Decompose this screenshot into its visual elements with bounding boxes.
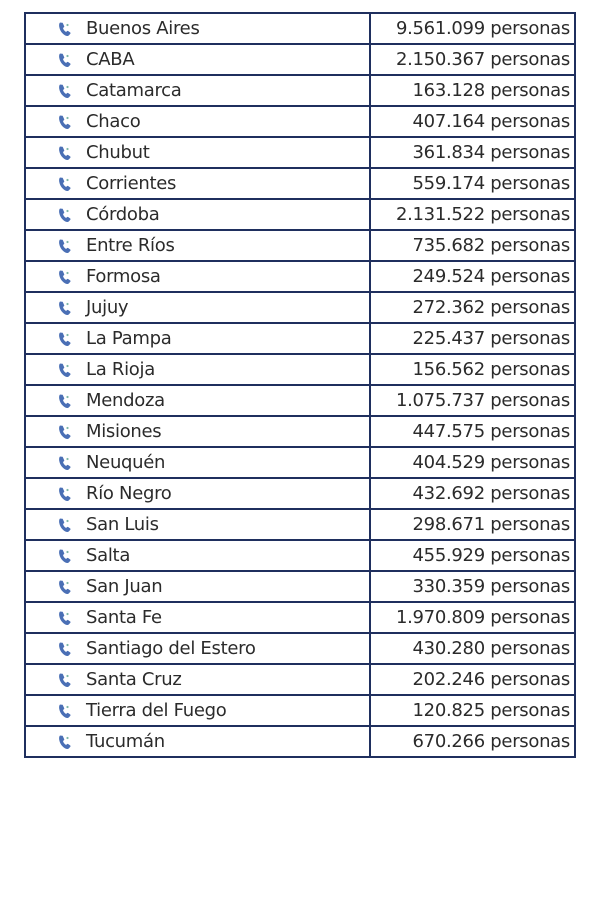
population-value: 404.529 personas [412,452,570,473]
population-cell [370,44,575,75]
population-cell [370,540,575,571]
table-row [25,230,575,261]
phone-icon [58,362,72,378]
province-name: La Rioja [86,359,155,380]
province-cell [25,354,370,385]
population-cell [370,416,575,447]
province-cell [25,13,370,44]
phone-icon [58,610,72,626]
population-cell [370,292,575,323]
population-cell [370,230,575,261]
population-value: 430.280 personas [412,638,570,659]
table-row [25,44,575,75]
phone-icon [58,21,72,37]
province-cell [25,137,370,168]
province-cell [25,44,370,75]
population-value: 432.692 personas [412,483,570,504]
population-cell [370,261,575,292]
population-cell [370,509,575,540]
province-name: Tucumán [86,731,165,752]
province-cell [25,571,370,602]
population-cell [370,633,575,664]
population-value: 2.150.367 personas [395,49,570,70]
table-row [25,478,575,509]
population-value: 163.128 personas [412,80,570,101]
population-value: 735.682 personas [412,235,570,256]
table-row [25,106,575,137]
population-value: 202.246 personas [412,669,570,690]
population-value: 455.929 personas [412,545,570,566]
province-name: San Luis [86,514,159,535]
table-row [25,509,575,540]
province-cell [25,695,370,726]
table-row [25,540,575,571]
population-value: 1.075.737 personas [395,390,570,411]
table-row [25,292,575,323]
table-body [25,13,575,757]
province-name: Salta [86,545,131,566]
population-value: 1.970.809 personas [395,607,570,628]
population-cell [370,13,575,44]
population-cell [370,447,575,478]
table-row [25,416,575,447]
population-value: 559.174 personas [412,173,570,194]
province-cell [25,292,370,323]
phone-icon [58,114,72,130]
phone-icon [58,672,72,688]
table-row [25,354,575,385]
population-value: 120.825 personas [412,700,570,721]
province-name: CABA [86,49,135,70]
province-cell [25,106,370,137]
province-cell [25,323,370,354]
province-name: Corrientes [86,173,177,194]
population-value: 361.834 personas [412,142,570,163]
table-row [25,664,575,695]
phone-icon [58,207,72,223]
province-name: Chaco [86,111,141,132]
population-cell [370,478,575,509]
table-row [25,13,575,44]
province-name: Santiago del Estero [86,638,256,659]
phone-icon [58,238,72,254]
province-population-table [24,12,576,758]
population-value: 670.266 personas [412,731,570,752]
table-row [25,75,575,106]
table-row [25,261,575,292]
phone-icon [58,579,72,595]
province-cell [25,261,370,292]
table-row [25,602,575,633]
province-name: Santa Fe [86,607,162,628]
province-cell [25,75,370,106]
province-cell [25,509,370,540]
phone-icon [58,424,72,440]
province-name: Formosa [86,266,161,287]
table-row [25,323,575,354]
population-cell [370,602,575,633]
phone-icon [58,548,72,564]
population-value: 249.524 personas [412,266,570,287]
population-cell [370,199,575,230]
province-cell [25,726,370,757]
phone-icon [58,269,72,285]
province-name: Mendoza [86,390,165,411]
population-cell [370,323,575,354]
province-cell [25,199,370,230]
phone-icon [58,641,72,657]
phone-icon [58,52,72,68]
population-cell [370,137,575,168]
province-cell [25,447,370,478]
province-name: Entre Ríos [86,235,175,256]
province-name: Buenos Aires [86,18,200,39]
table-row [25,199,575,230]
phone-icon [58,176,72,192]
phone-icon [58,455,72,471]
table-row [25,447,575,478]
population-value: 330.359 personas [412,576,570,597]
province-cell [25,633,370,664]
phone-icon [58,393,72,409]
province-name: Río Negro [86,483,172,504]
table-row [25,571,575,602]
population-value: 225.437 personas [412,328,570,349]
province-cell [25,664,370,695]
table-row [25,385,575,416]
phone-icon [58,83,72,99]
population-value: 298.671 personas [412,514,570,535]
province-cell [25,168,370,199]
population-cell [370,106,575,137]
phone-icon [58,145,72,161]
population-cell [370,168,575,199]
table-row [25,726,575,757]
province-cell [25,540,370,571]
province-cell [25,416,370,447]
phone-icon [58,331,72,347]
population-value: 9.561.099 personas [395,18,570,39]
population-cell [370,385,575,416]
province-cell [25,230,370,261]
province-name: Catamarca [86,80,182,101]
phone-icon [58,734,72,750]
phone-icon [58,300,72,316]
province-name: Tierra del Fuego [86,700,227,721]
table-row [25,633,575,664]
province-cell [25,385,370,416]
province-name: Santa Cruz [86,669,182,690]
province-name: Misiones [86,421,162,442]
province-name: Córdoba [86,204,160,225]
population-value: 2.131.522 personas [395,204,570,225]
table-row [25,695,575,726]
table-row [25,168,575,199]
table-row [25,137,575,168]
province-name: Neuquén [86,452,166,473]
province-name: La Pampa [86,328,172,349]
population-cell [370,75,575,106]
phone-icon [58,517,72,533]
population-cell [370,664,575,695]
province-name: Chubut [86,142,150,163]
population-cell [370,726,575,757]
province-cell [25,478,370,509]
population-cell [370,695,575,726]
province-name: Jujuy [86,297,129,318]
province-name: San Juan [86,576,163,597]
population-value: 447.575 personas [412,421,570,442]
population-cell [370,354,575,385]
phone-icon [58,486,72,502]
population-value: 407.164 personas [412,111,570,132]
phone-icon [58,703,72,719]
population-cell [370,571,575,602]
population-value: 156.562 personas [412,359,570,380]
province-cell [25,602,370,633]
population-value: 272.362 personas [412,297,570,318]
